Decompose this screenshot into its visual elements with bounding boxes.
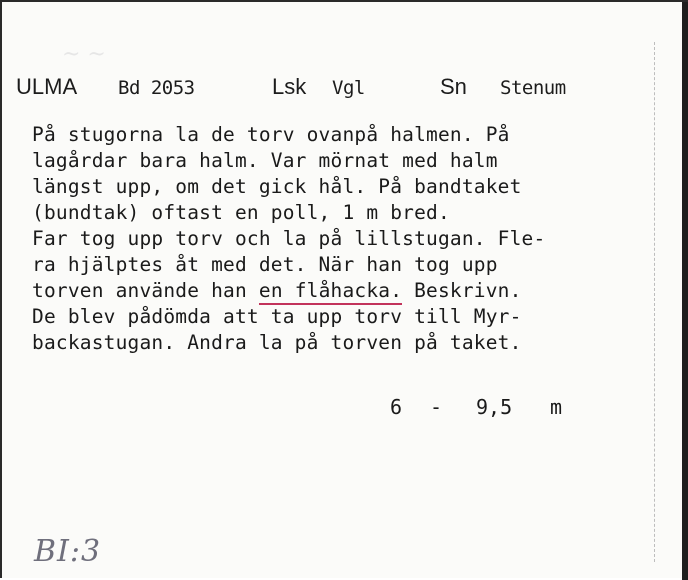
card-right-border (682, 2, 688, 580)
card-edge-dashline (654, 42, 655, 562)
parish-label: Stenum (500, 77, 566, 99)
parish-abbr-label: Sn (440, 74, 467, 99)
text-line-7-after: Beskrivn. (402, 279, 522, 302)
bleed-through-text: ~ ~ (62, 42, 106, 67)
archive-label: ULMA (16, 74, 78, 99)
text-line-8: De blev pådömda att ta upp torv till Myr- (32, 305, 522, 328)
measurement-left: 6 (390, 395, 403, 419)
text-line-9: backastugan. Andra la på torven på taket. (32, 331, 522, 354)
text-line-1: På stugorna la de torv ovanpå halmen. På (32, 123, 510, 146)
card-body (32, 122, 545, 356)
text-line-3: längst upp, om det gick hål. På bandtaket (32, 175, 522, 198)
text-line-7 (32, 278, 545, 304)
measurement-right: 9,5 (476, 395, 513, 419)
text-line-7-before: torven använde han (32, 279, 259, 302)
handwritten-annotation: BI:3 (34, 534, 102, 569)
text-line-4: (bundtak) oftast en poll, 1 m bred. (32, 201, 450, 224)
text-line-6: ra hjälptes åt med det. När han tog upp (32, 253, 498, 276)
text-line-2: lagårdar bara halm. Var mörnat med halm (32, 149, 498, 172)
region-abbr-label: Lsk (272, 74, 307, 99)
volume-label: Bd 2053 (118, 77, 195, 99)
region-label: Vgl (332, 77, 365, 99)
underlined-term: en flåhacka. (259, 279, 402, 305)
measurement-unit: m (550, 395, 563, 419)
measurement-dash: - (430, 395, 443, 419)
text-line-5: Far tog upp torv och la på lillstugan. Fle- (32, 227, 546, 250)
